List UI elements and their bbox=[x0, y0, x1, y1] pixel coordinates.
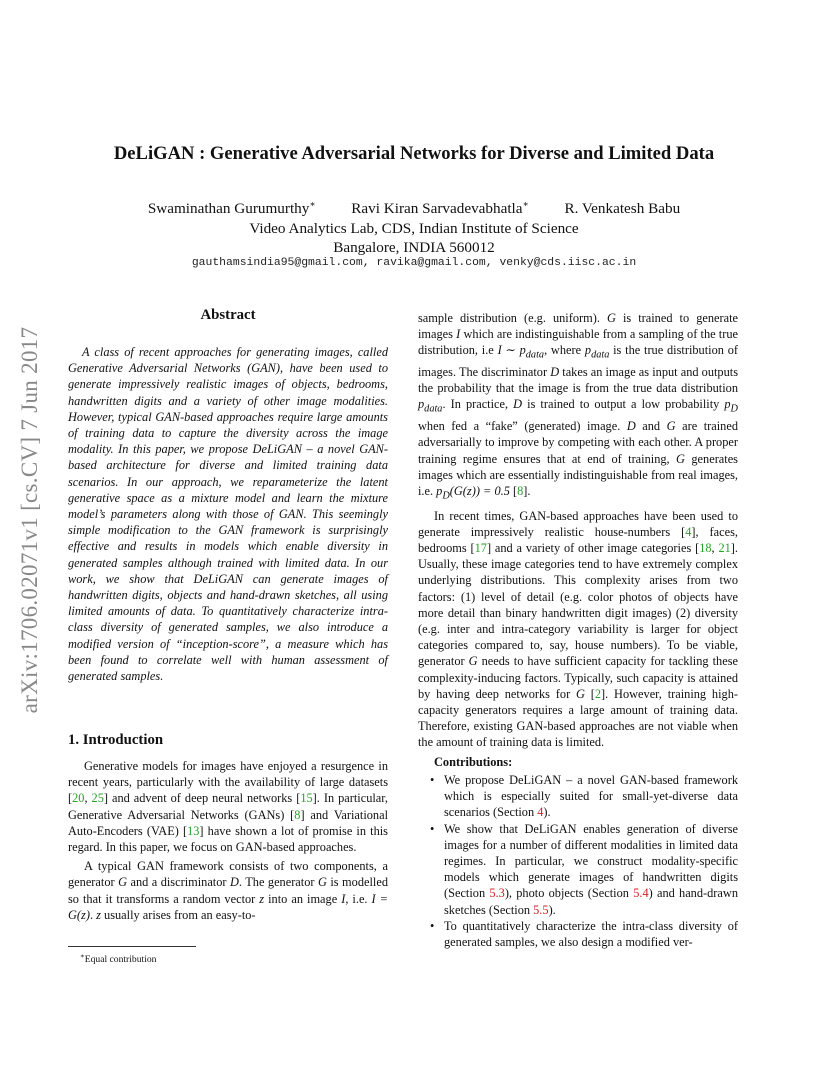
intro-heading: 1. Introduction bbox=[68, 732, 164, 748]
abstract-heading: Abstract bbox=[200, 307, 256, 323]
citation-link[interactable]: 21 bbox=[718, 541, 731, 556]
author-2: Ravi Kiran Sarvadevabhatla∗ bbox=[351, 199, 529, 218]
location: Bangalore, INDIA 560012 bbox=[333, 239, 495, 257]
author-emails: gauthamsindia95@gmail.com, ravika@gmail.com, venky@cds.iisc.ac.in bbox=[191, 257, 637, 269]
right-paragraph-2: In recent times, GAN-based approaches have been used to generate impressively realistic house-numbers [4], faces, bedrooms [17] and a variety of other image categories [18, 21]. Usually, these image categories tend to have extremely complex underlying distributions. This complexity arises from two factors: (1) level of detail (e.g. color photos of objects have more detail than binary handwritten digit images) (2) diversity (e.g. inter and intra-category variability is larger for object categories compared to, say, house numbers). To be viable, generator G needs to have sufficient capacity for tackling these complexity-inducing factors. Typically, such capacity is attained by having deep networks for G [2]. However, training high-capacity generators requires a large amount of training data. Therefore, existing GAN-based approaches are not viable when the amount of training data is limited. bbox=[418, 508, 738, 750]
arxiv-stamp-text: arXiv:1706.02071v1 [cs.CV] 7 Jun 2017 bbox=[17, 326, 42, 714]
citation-link[interactable]: 4 bbox=[685, 524, 692, 539]
section-link[interactable]: 5.3 bbox=[489, 886, 505, 901]
affiliation: Video Analytics Lab, CDS, Indian Institute of Science bbox=[249, 219, 579, 237]
section-link[interactable]: 5.4 bbox=[633, 886, 649, 901]
author-1: Swaminathan Gurumurthy∗ bbox=[147, 199, 316, 218]
citation-link[interactable]: 20 bbox=[72, 791, 85, 806]
section-link[interactable]: 5.5 bbox=[533, 902, 549, 917]
intro-paragraph-2: A typical GAN framework consists of two components, a generator G and a discriminator D. The generator G is modelled so that it transforms a random vector z into an image I, i.e. I = G(z). z usually arises from an easy-to- bbox=[68, 859, 389, 922]
section-link[interactable]: 4 bbox=[537, 805, 544, 820]
citation-link[interactable]: 2 bbox=[594, 686, 602, 701]
contribution-item: • To quantitatively characterize the intra-class diversity of generated samples, we also design a modified ver- bbox=[444, 918, 738, 950]
footnote: ∗Equal contribution bbox=[80, 952, 157, 966]
right-column bbox=[418, 310, 738, 950]
author-names bbox=[0, 195, 828, 219]
citation-link[interactable]: 13 bbox=[187, 823, 200, 838]
right-paragraph-1: sample distribution (e.g. uniform). G is trained to generate images I which are indistinguishable from a sampling of the true distribution, i.e I ∼ $p_{data}$, where $p_{data}$ is the true distribution of images. The discriminator D takes an image as input and outputs the probability that the image is from the true data distribution $p_{data}$. In practice, D is trained to output a low probability $p_D$ when fed a “fake” (generated) image. D and G are trained adversarially to improve by competing with each other. A proper training regime ensures that at end of training, G generates images which are essentially indistinguishable from real images, i.e. $p_D(G(z)) = 0.5$ [8]. bbox=[418, 311, 739, 502]
intro-paragraph-1: Generative models for images have enjoyed a resurgence in recent years, particularly with the availability of large datasets [20, 25] and advent of deep neural networks [15]. In particular, Generative Adversarial Networks (GANs) [8] and Variational Auto-Encoders (VAE) [13] have shown a lot of promise in this regard. In this paper, we focus on GAN-based approaches. bbox=[68, 759, 388, 855]
citation-link[interactable]: 8 bbox=[294, 807, 301, 822]
arxiv-stamp bbox=[14, 310, 46, 730]
paper-title: DeLiGAN : Generative Adversarial Networks for Diverse and Limited Data bbox=[113, 143, 715, 164]
author-3: R. Venkatesh Babu bbox=[564, 200, 681, 218]
abstract-text: A class of recent approaches for generating images, called Generative Adversarial Networks (GAN), have been used to generate impressively realistic images of objects, bedrooms, handwritten digits and a variety of other image modalities. However, typical GAN-based approaches require large amounts of training data to capture the diversity across the image modality. In this paper, we propose DeLiGAN – a novel GAN-based architecture for diverse and limited training data scenarios. In our approach, we reparameterize the latent generative space as a mixture model and learn the mixture model’s parameters along with those of GAN. This seemingly simple modification to the GAN framework is surprisingly effective and results in models which enable diversity in generated samples although trained with limited data. In our work, we show that DeLiGAN can generate images of handwritten digits, objects and hand-drawn sketches, all using limited amounts of data. To quantitatively characterize intra-class diversity of generated samples, we also introduce a modified version of “inception-score”, a measure which has been found to correlate well with human assessment of generated samples. bbox=[68, 345, 388, 684]
intro-body bbox=[68, 758, 388, 923]
citation-link[interactable]: 15 bbox=[300, 791, 313, 806]
author-block bbox=[0, 195, 828, 258]
citation-link[interactable]: 8 bbox=[517, 483, 524, 498]
contributions-heading: Contributions: bbox=[434, 754, 513, 769]
contributions-list bbox=[418, 772, 738, 950]
footnote-rule bbox=[68, 946, 196, 947]
contribution-item: • We propose DeLiGAN – a novel GAN-based framework which is especially suited for small-yet-diverse data scenarios (Section 4). bbox=[444, 772, 738, 821]
citation-link[interactable]: 25 bbox=[91, 791, 104, 806]
citation-link[interactable]: 17 bbox=[474, 541, 487, 556]
citation-link[interactable]: 18 bbox=[699, 541, 712, 556]
contribution-item: • We show that DeLiGAN enables generation of diverse images for a number of different modalities in limited data regimes. In particular, we construct modality-specific models which generate images of handwritten digits (Section 5.3), photo objects (Section 5.4) and hand-drawn sketches (Section 5.5). bbox=[444, 821, 738, 918]
